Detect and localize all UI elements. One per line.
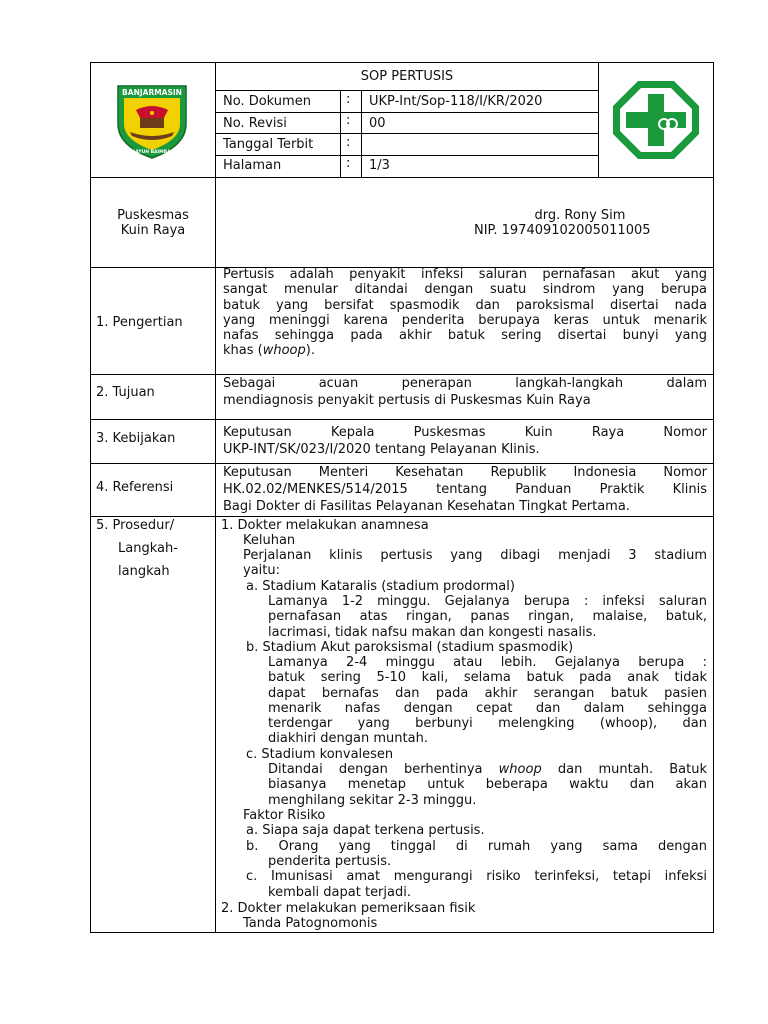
doc-number-label: No. Dokumen [223,94,311,109]
pengertian-last-line [223,343,707,358]
section-label-prosedur-2: Langkah- [118,541,178,556]
stadium-c-line: menghilang sekitar 2-3 minggu. [268,792,477,808]
klinis-line: yaitu: [243,563,280,579]
kebijakan-text [223,424,707,458]
page-count-value: 1/3 [369,158,390,173]
referensi-line: Keputusan Menteri Kesehatan Republik Indonesia Nomor [223,465,707,480]
svg-text:KAYUH BAIMBAI: KAYUH BAIMBAI [131,150,173,155]
pengertian-line: sangat menular ditandai dengan suatu sindrom yang berupa [223,282,707,298]
stadium-c-line-1 [268,762,707,777]
page-title: SOP PERTUSIS [360,69,454,84]
stadium-a-line: lacrimasi, tidak nafsu makan dan kongesti nasalis. [268,624,597,640]
step-1: 1. Dokter melakukan anamnesa [221,518,429,533]
faktor-b-text [246,839,707,854]
signer-name: drg. Rony Sim [534,208,626,223]
stadium-b-line: dapat bernafas dan pada akhir serangan batuk pasien [268,685,707,701]
pengertian-last-pre: khas ( [223,343,263,359]
svg-text:BANJARMASIN: BANJARMASIN [122,88,182,97]
stadium-a-text [268,594,707,640]
pengertian-line: nafas sehingga pada akhir batuk sering disertai bunyi yang [223,328,707,344]
header-row-line [215,90,598,91]
tujuan-text [223,375,707,409]
issue-date-label: Tanggal Terbit [223,137,314,152]
header-row-line [215,133,598,134]
section-label-pengertian: 1. Pengertian [96,315,183,330]
stadium-c-pre: Ditandai dengan berhentinya [268,762,499,777]
section-label-prosedur: 5. Prosedur/ [96,518,175,533]
page-count-label: Halaman [223,158,282,173]
stadium-a-title: a. Stadium Kataralis (stadium prodormal) [246,579,515,594]
keluhan-heading: Keluhan [243,533,296,548]
revision-label: No. Revisi [223,116,287,131]
faktor-b-line-2: penderita pertusis. [268,854,392,869]
kebijakan-line: UKP-INT/SK/023/I/2020 tentang Pelayanan Klinis. [223,442,540,457]
stadium-b-line: batuk sering 5-10 kali, selama batuk pada anak tidak [268,670,707,686]
pengertian-text [223,267,707,359]
patognomonis-heading: Tanda Patognomonis [243,916,378,931]
stadium-b-title: b. Stadium Akut paroksismal (stadium spasmodik) [246,640,574,655]
org-name-line2: Kuin Raya [120,223,186,238]
stadium-a-line: pernafasan atas ringan, panas ringan, malaise, batuk, [268,609,707,625]
section-label-tujuan: 2. Tujuan [96,385,155,400]
page-count-sep: : [346,156,351,171]
section-label-kebijakan: 3. Kebijakan [96,431,176,446]
tujuan-line: Sebagai acuan penerapan langkah-langkah dalam [223,376,707,391]
faktor-a: a. Siapa saja dapat terkena pertusis. [246,823,485,838]
header-row-line [215,112,598,113]
faktor-c-line-2: kembali dapat terjadi. [268,885,411,900]
revision-sep: : [346,113,351,128]
doc-number-value: UKP-Int/Sop-118/I/KR/2020 [369,94,543,109]
klinis-text [243,548,707,579]
referensi-line: HK.02.02/MENKES/514/2015 tentang Panduan Praktik Klinis [223,482,707,497]
stadium-b-line: menarik nafas dengan cepat dan dalam sehingga [268,700,707,716]
stadium-c-post: dan muntah. Batuk [541,762,707,777]
faktor-b-line: b. Orang yang tinggal di rumah yang sama dengan [246,839,707,854]
puskesmas-cross-logo [612,80,700,160]
section-line [90,516,714,517]
stadium-c-em: whoop [498,762,542,777]
pengertian-line: batuk yang bersifat spasmodik dan paroksismal disertai nada [223,297,707,313]
stadium-b-line: Lamanya 2-4 minggu atau lebih. Gejalanya berupa : [268,655,707,670]
stadium-c-line: biasanya menetap untuk beberapa waktu dan akan [268,777,707,793]
stadium-a-line: Lamanya 1-2 minggu. Gejalanya berupa : infeksi saluran [268,594,707,609]
org-name-line1: Puskesmas [117,208,189,223]
section-line [90,419,714,420]
header-logo-divider [598,62,599,177]
issue-date-sep: : [346,135,351,150]
section-label-referensi: 4. Referensi [96,480,174,495]
pengertian-line: yang meninggi karena penderita berupaya keras untuk menarik [223,312,707,328]
referensi-line: Bagi Dokter di Fasilitas Pelayanan Kesehatan Tingkat Pertama. [223,499,630,514]
revision-value: 00 [369,116,386,131]
banjarmasin-crest-logo [114,80,190,160]
stadium-b-text [268,655,707,747]
pengertian-line: Pertusis adalah penyakit infeksi saluran pernafasan akut yang [223,267,707,282]
tujuan-line: mendiagnosis penyakit pertusis di Puskesmas Kuin Raya [223,393,591,408]
stadium-b-line: terdengar yang berbunyi melengking (whoop), dan [268,716,707,732]
step-2: 2. Dokter melakukan pemeriksaan fisik [221,901,476,916]
doc-number-sep: : [346,92,351,107]
pengertian-last-post: ). [305,343,315,359]
stadium-c-title: c. Stadium konvalesen [246,747,394,762]
faktor-c-text [246,869,707,884]
stadium-b-line: diakhiri dengan muntah. [268,731,428,747]
faktor-c-line: c. Imunisasi amat mengurangi risiko terinfeksi, tetapi infeksi [246,869,707,884]
section-line [90,177,714,178]
pengertian-last-em: whoop [262,343,306,359]
section-label-prosedur-3: langkah [118,564,170,579]
faktor-risiko-heading: Faktor Risiko [243,808,326,823]
referensi-text [223,464,707,515]
signer-nip: NIP. 197409102005011005 [474,223,651,238]
klinis-line: Perjalanan klinis pertusis yang dibagi menjadi 3 stadium [243,548,707,563]
stadium-c-text [268,762,707,808]
kebijakan-line: Keputusan Kepala Puskesmas Kuin Raya Nomor [223,425,707,440]
left-column-divider [215,62,216,933]
header-row-line [215,155,598,156]
